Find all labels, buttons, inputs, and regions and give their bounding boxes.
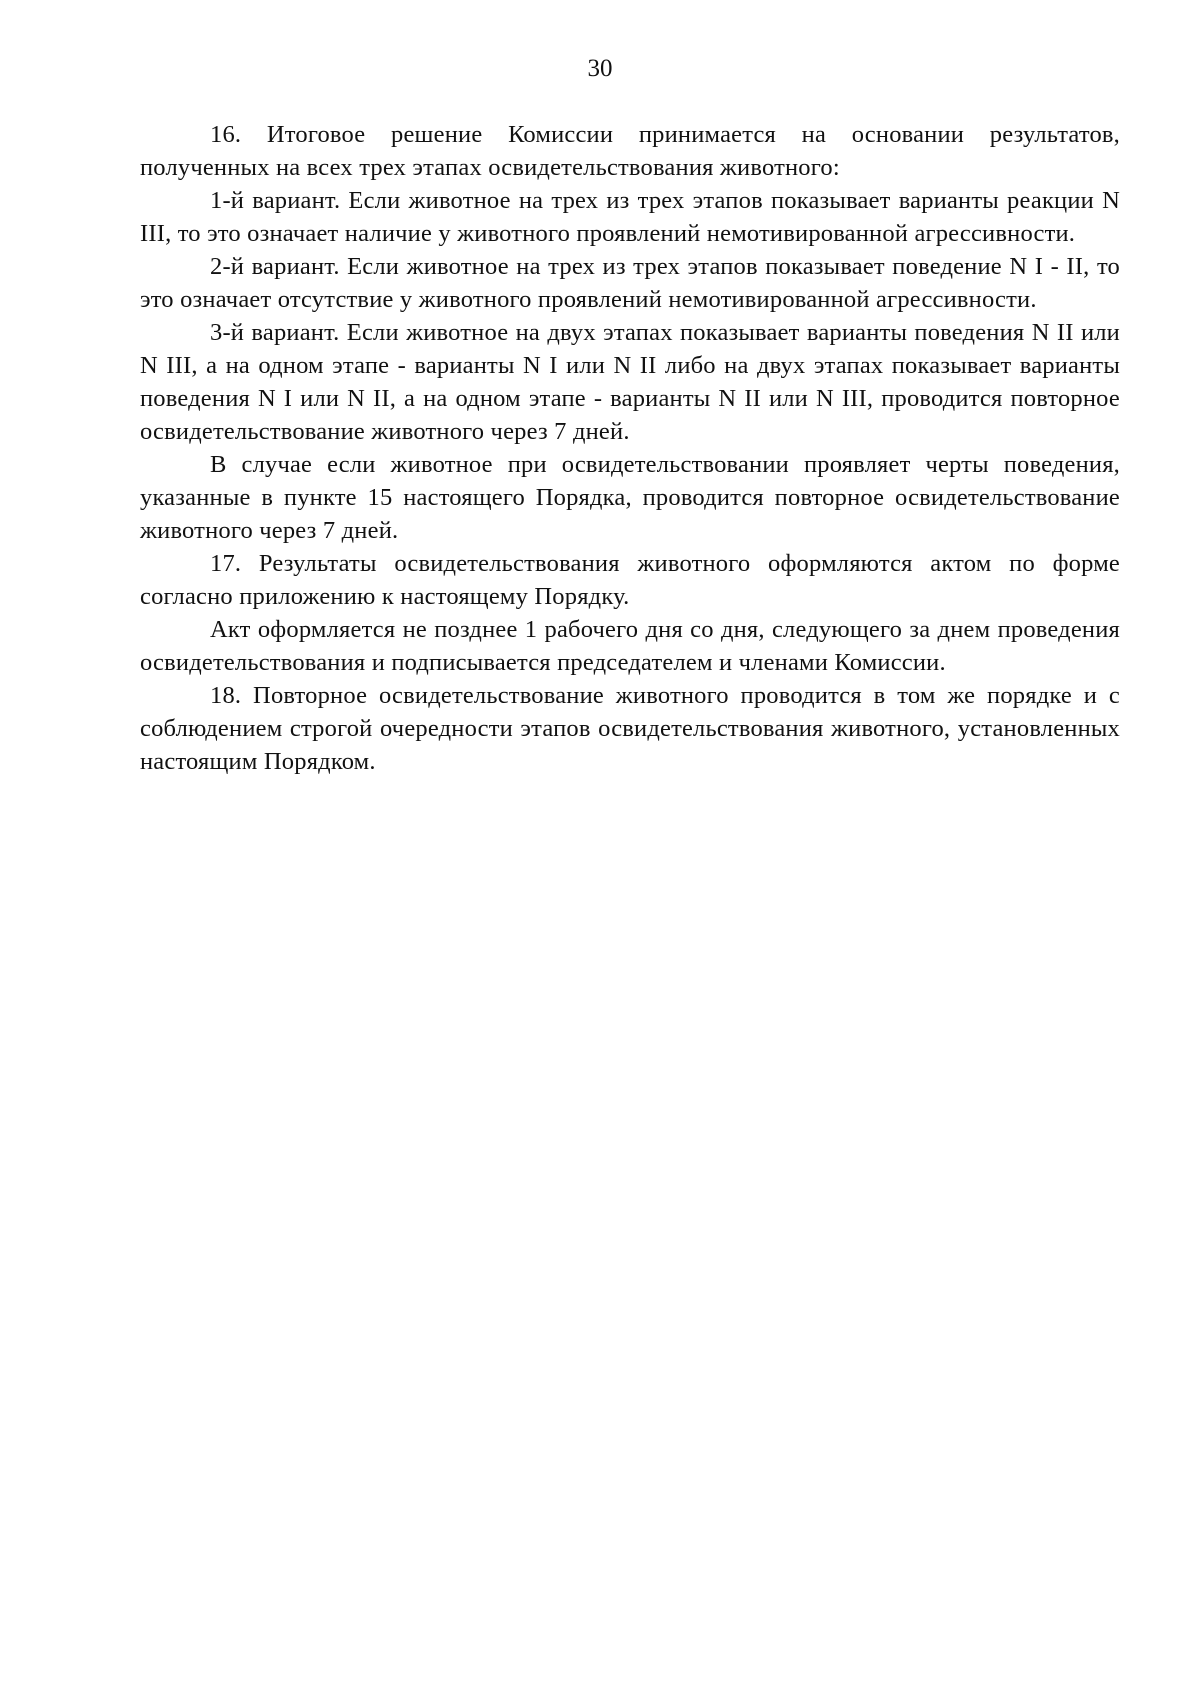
paragraph-item-16: 16. Итоговое решение Комиссии принимается на основании результатов, полученных на всех трех этапах освидетельствования животного: (140, 121, 1120, 181)
paragraph-variant-2: 2-й вариант. Если животное на трех из трех этапов показывает поведение N I - II, то это означает отсутствие у животного проявлений немотивированной агрессивности. (140, 253, 1120, 313)
paragraph-item-17: 17. Результаты освидетельствования животного оформляются актом по форме согласно приложению к настоящему Порядку. (140, 550, 1120, 610)
paragraph-variant-1: 1-й вариант. Если животное на трех из трех этапов показывает варианты реакции N III, то это означает наличие у животного проявлений немотивированной агрессивности. (140, 187, 1120, 247)
paragraph-item-18: 18. Повторное освидетельствование животного проводится в том же порядке и с соблюдением строгой очередности этапов освидетельствования животного, установленных настоящим Порядком. (140, 682, 1120, 775)
document-body (140, 118, 1120, 778)
page-number: 30 (587, 55, 613, 82)
paragraph-repeat-examination: В случае если животное при освидетельствовании проявляет черты поведения, указанные в пункте 15 настоящего Порядка, проводится повторное освидетельствование животного через 7 дней. (140, 451, 1120, 544)
paragraph-act-deadline: Акт оформляется не позднее 1 рабочего дня со дня, следующего за днем проведения освидетельствования и подписывается председателем и членами Комиссии. (140, 616, 1120, 676)
paragraph-variant-3: 3-й вариант. Если животное на двух этапах показывает варианты поведения N II или N III, а на одном этапе - варианты N I или N II либо на двух этапах показывает варианты поведения N I или N II, а на одном этапе - варианты N II или N III, проводится повторное освидетельствование животного через 7 дней. (140, 319, 1120, 445)
